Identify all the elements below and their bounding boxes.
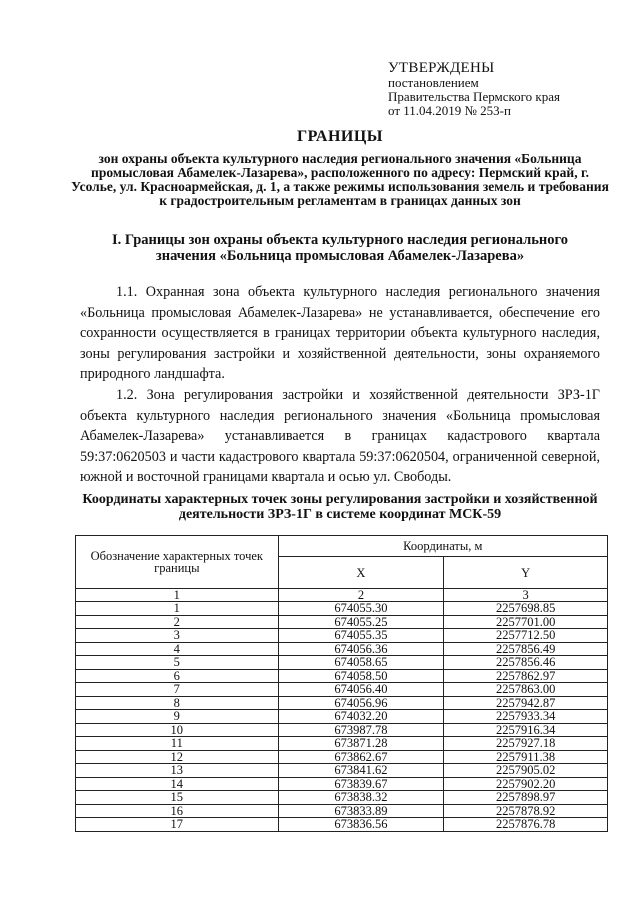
table-row xyxy=(76,791,608,805)
table-row xyxy=(76,683,608,697)
y-value: 2257876.78 xyxy=(444,818,608,832)
section-heading: I. Границы зон охраны объекта культурного наследия регионального значения «Больница промысловая Абамелек-Лазарева» xyxy=(112,232,568,264)
x-value: 674055.25 xyxy=(278,615,444,629)
y-value: 2257916.34 xyxy=(444,723,608,737)
x-value: 674055.30 xyxy=(278,602,444,616)
header-coordinates: Координаты, м xyxy=(278,536,607,557)
point-id: 7 xyxy=(76,683,279,697)
table-row xyxy=(76,777,608,791)
x-value: 674058.50 xyxy=(278,669,444,683)
x-value: 673862.67 xyxy=(278,750,444,764)
y-value: 2257878.92 xyxy=(444,804,608,818)
x-value: 674058.65 xyxy=(278,656,444,670)
paragraph-1-1: 1.1. Охранная зона объекта культурного наследия регионального значения «Больница промысловая Абамелек-Лазарева» не устанавливается, обеспечение его сохранности осуществляется в границах территории объекта культурного наследия, зоны регулирования застройки и хозяйственной деятельности, зоны охраняемого природного ландшафта. xyxy=(80,284,600,382)
table-row xyxy=(76,642,608,656)
point-id: 15 xyxy=(76,791,279,805)
paragraph-1-2: 1.2. Зона регулирования застройки и хозяйственной деятельности ЗРЗ-1Г объекта культурного наследия регионального значения «Больница промысловая Абамелек-Лазарева» устанавливается в границах кадастрового квартала 59:37:0620503 и части кадастрового квартала 59:37:0620504, ограниченной северной, южной и восточной границами квартала и осью ул. Свободы. xyxy=(80,387,600,485)
table-row xyxy=(76,764,608,778)
x-value: 674056.40 xyxy=(278,683,444,697)
point-id: 11 xyxy=(76,737,279,751)
header-x: X xyxy=(278,557,444,589)
point-id: 2 xyxy=(76,615,279,629)
x-value: 673838.32 xyxy=(278,791,444,805)
y-value: 2257905.02 xyxy=(444,764,608,778)
page-subtitle: зон охраны объекта культурного наследия регионального значения «Больница промысловая Абамелек-Лазарева», расположенного по адресу: Пермский край, г. Усолье, ул. Красноармейская, д. 1, а также режимы использования земель и требования к градостроительным регламентам в границах данных зон xyxy=(71,151,609,208)
point-id: 4 xyxy=(76,642,279,656)
point-id: 13 xyxy=(76,764,279,778)
table-row xyxy=(76,818,608,832)
approval-line: Правительства Пермского края xyxy=(388,89,560,104)
approval-line: постановлением xyxy=(388,75,479,90)
header-points: Обозначение характерных точек границы xyxy=(76,536,279,589)
table-row xyxy=(76,804,608,818)
x-value: 673871.28 xyxy=(278,737,444,751)
approval-heading: УТВЕРЖДЕНЫ xyxy=(388,60,495,76)
column-number: 3 xyxy=(444,589,608,602)
table-row xyxy=(76,629,608,643)
table-row xyxy=(76,669,608,683)
approval-date: от 11.04.2019 № 253-п xyxy=(388,103,511,118)
y-value: 2257856.46 xyxy=(444,656,608,670)
column-number: 1 xyxy=(76,589,279,602)
point-id: 10 xyxy=(76,723,279,737)
table-row xyxy=(76,656,608,670)
point-id: 16 xyxy=(76,804,279,818)
y-value: 2257856.49 xyxy=(444,642,608,656)
table-row xyxy=(76,723,608,737)
point-id: 9 xyxy=(76,710,279,724)
y-value: 2257701.00 xyxy=(444,615,608,629)
x-value: 673841.62 xyxy=(278,764,444,778)
x-value: 674056.96 xyxy=(278,696,444,710)
y-value: 2257933.34 xyxy=(444,710,608,724)
point-id: 17 xyxy=(76,818,279,832)
y-value: 2257862.97 xyxy=(444,669,608,683)
y-value: 2257898.97 xyxy=(444,791,608,805)
approval-stamp xyxy=(388,60,628,118)
point-id: 3 xyxy=(76,629,279,643)
point-id: 5 xyxy=(76,656,279,670)
y-value: 2257902.20 xyxy=(444,777,608,791)
x-value: 674032.20 xyxy=(278,710,444,724)
y-value: 2257712.50 xyxy=(444,629,608,643)
x-value: 674056.36 xyxy=(278,642,444,656)
x-value: 673836.56 xyxy=(278,818,444,832)
point-id: 14 xyxy=(76,777,279,791)
table-row xyxy=(76,737,608,751)
y-value: 2257942.87 xyxy=(444,696,608,710)
table-row xyxy=(76,615,608,629)
point-id: 12 xyxy=(76,750,279,764)
x-value: 674055.35 xyxy=(278,629,444,643)
table-row xyxy=(76,750,608,764)
table-row xyxy=(76,710,608,724)
table-row xyxy=(76,696,608,710)
page-title: ГРАНИЦЫ xyxy=(296,128,383,145)
x-value: 673987.78 xyxy=(278,723,444,737)
x-value: 673833.89 xyxy=(278,804,444,818)
y-value: 2257863.00 xyxy=(444,683,608,697)
y-value: 2257698.85 xyxy=(444,602,608,616)
header-y: Y xyxy=(444,557,608,589)
point-id: 8 xyxy=(76,696,279,710)
x-value: 673839.67 xyxy=(278,777,444,791)
point-id: 1 xyxy=(76,602,279,616)
point-id: 6 xyxy=(76,669,279,683)
y-value: 2257927.18 xyxy=(444,737,608,751)
column-number: 2 xyxy=(278,589,444,602)
coordinates-table xyxy=(75,535,608,832)
coordinates-table-title: Координаты характерных точек зоны регулирования застройки и хозяйственной деятельности ЗРЗ-1Г в системе координат МСК-59 xyxy=(82,492,598,522)
y-value: 2257911.38 xyxy=(444,750,608,764)
table-row xyxy=(76,602,608,616)
